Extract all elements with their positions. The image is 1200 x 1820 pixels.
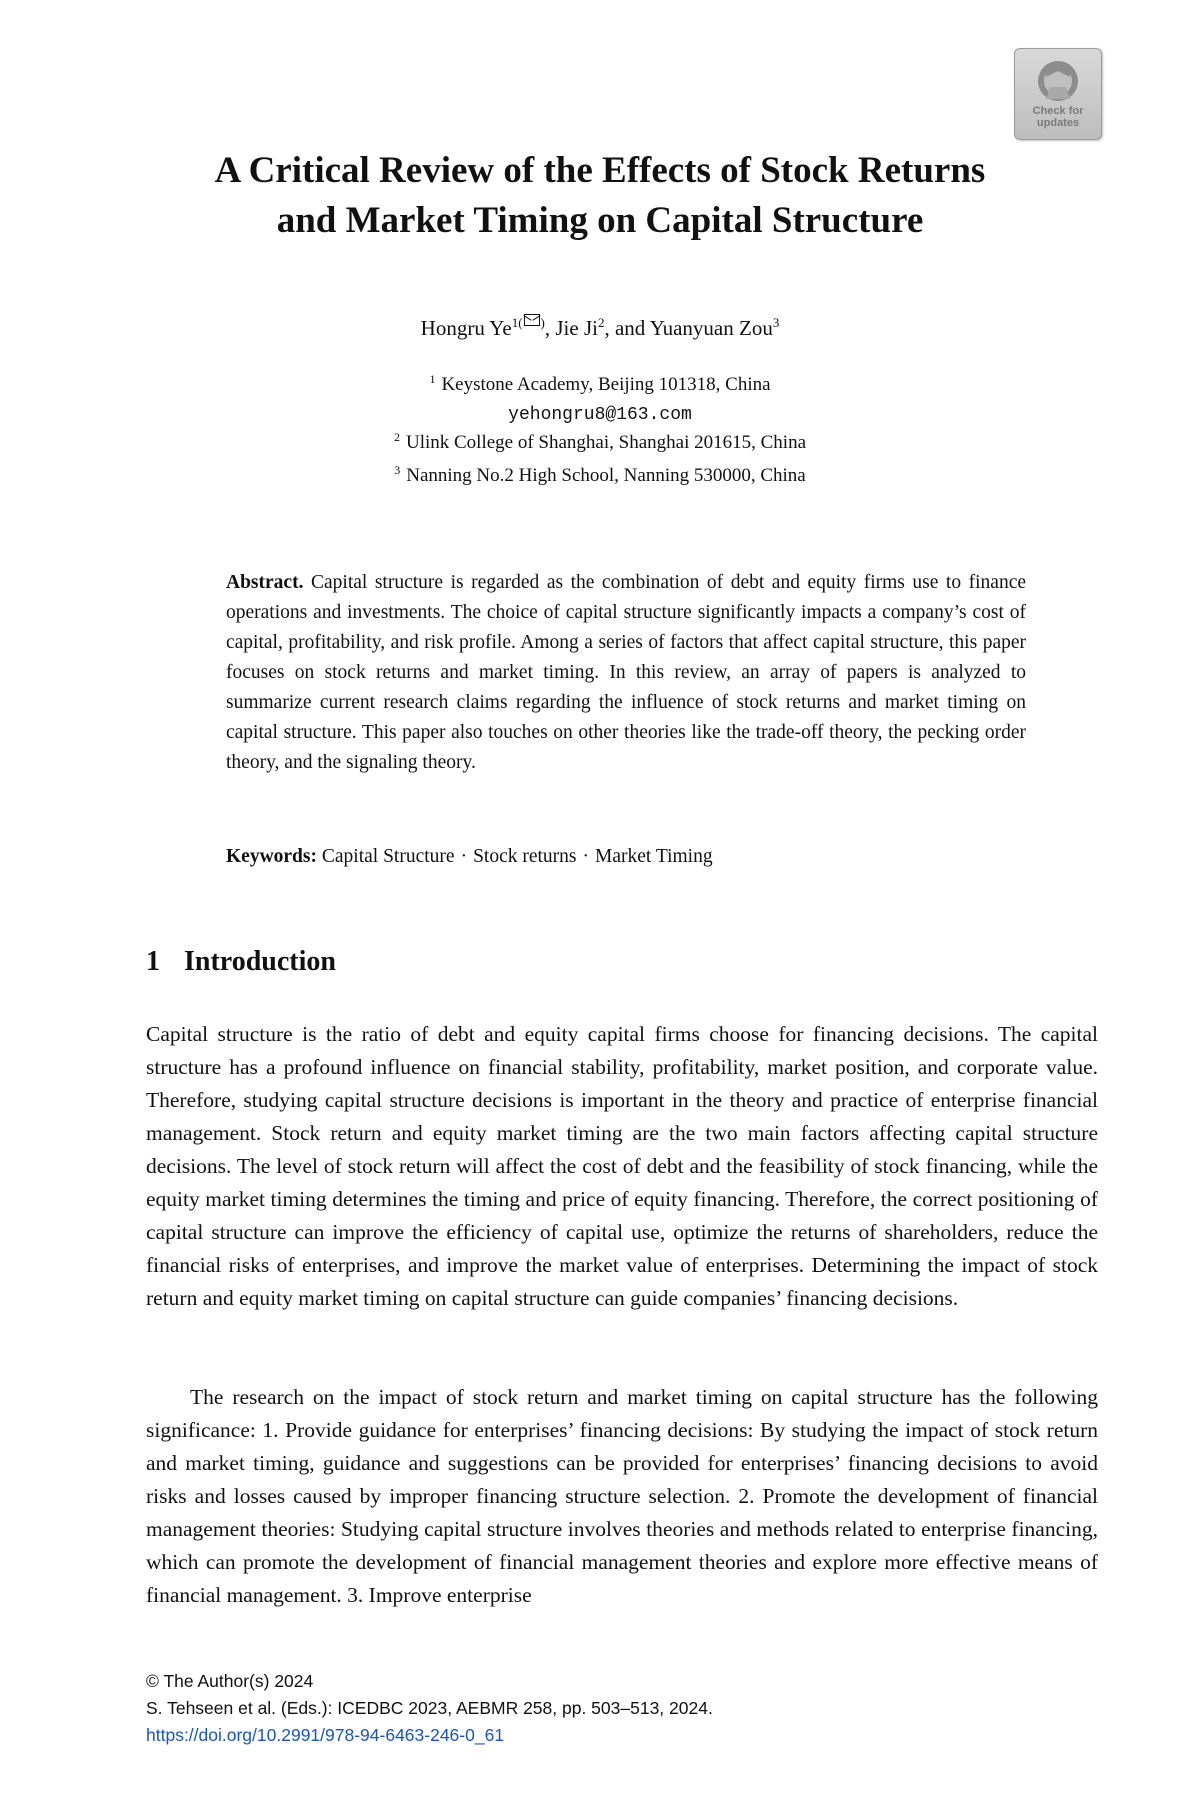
abstract-text: Capital structure is regarded as the combination of debt and equity firms use to finance operations and investments. The choice of capital structure significantly impacts a company’s cost of capital, profitability, and risk profile. Among a series of factors that affect capital structure, this paper focuses on stock returns and market timing. In this review, an array of papers is analyzed to summarize current research claims regarding the influence of stock returns and market timing on capital structure. This paper also touches on other theories like the trade-off theory, the pecking order theory, and the signaling theory. — [226, 572, 1026, 773]
email-link[interactable]: yehongru8@163.com — [508, 405, 692, 425]
check-for-updates-label: Check for updates — [1032, 105, 1084, 129]
section-heading — [146, 944, 336, 980]
doi-link[interactable]: https://doi.org/10.2991/978-94-6463-246-0_61 — [146, 1725, 505, 1745]
paper-title — [150, 146, 1050, 246]
keywords-label: Keywords: — [226, 846, 317, 867]
author-email — [150, 401, 1050, 428]
affiliation-1: $^1$ Keystone Academy, Beijing 101318, China — [429, 372, 771, 395]
check-for-updates-badge[interactable] — [1014, 48, 1102, 140]
footer — [146, 1668, 1098, 1749]
author-name: Hongru Ye — [420, 316, 512, 340]
copyright-notice: © The Author(s) 2024 — [146, 1671, 314, 1691]
author-list: Hongru $Ye^{1( )}$, Jie Ji$^2$, and Yuanyuan Zou$^3$ — [420, 315, 780, 340]
envelope-icon — [524, 314, 540, 326]
keywords: Keywords: Capital Structure · Stock returns · Market Timing — [226, 846, 713, 867]
author-affiliation-mark: 2 — [597, 315, 605, 330]
section-title: Introduction — [184, 946, 336, 977]
affiliation-2: $^2$ Ulink College of Shanghai, Shanghai 201615, China — [393, 430, 806, 453]
citation: S. Tehseen et al. (Eds.): ICEDBC 2023, AEBMR 258, pp. 503–513, 2024. — [146, 1698, 713, 1718]
keyword: Stock returns — [473, 846, 577, 867]
abstract — [226, 568, 1026, 778]
title-line-2: and Market Timing on Capital Structure — [276, 200, 924, 241]
title-line-1: A Critical Review of the Effects of Stock Returns — [214, 150, 986, 191]
abstract-label: Abstract. — [226, 572, 304, 593]
author-name: Yuanyuan Zou — [649, 316, 773, 340]
keyword: Market Timing — [595, 846, 713, 867]
affiliation-3: $^3$ Nanning No.2 High School, Nanning 530000, China — [394, 463, 806, 486]
author-affiliation-mark: 1( ) — [511, 315, 545, 330]
paragraph: The research on the impact of stock return and market timing on capital structure has the following significance: 1. Provide guidance for enterprises’ financing decisions: By studying the impact of stock return and market timing, guidance and suggestions can be provided for enterprises’ financing decisions to avoid risks and losses caused by improper financing structure selection. 2. Promote the development of financial management theories: Studying capital structure involves theories and methods related to enterprise financing, which can promote the development of financial management theories and explore more effective means of financial management. 3. Improve enterprise — [146, 1385, 1098, 1607]
author-affiliation-mark: 3 — [772, 315, 780, 330]
author-name: Jie Ji — [555, 316, 598, 340]
check-for-updates-icon — [1032, 57, 1084, 105]
keyword: Capital Structure — [321, 846, 455, 867]
paragraph: Capital structure is the ratio of debt and equity capital firms choose for financing decisions. The capital structure has a profound influence on financial stability, profitability, market position, and corporate value. Therefore, studying capital structure decisions is important in the theory and practice of enterprise financial management. Stock return and equity market timing are the two main factors affecting capital structure decisions. The level of stock return will affect the cost of debt and the feasibility of stock financing, while the equity market timing determines the timing and price of equity financing. Therefore, the correct positioning of capital structure can improve the efficiency of capital use, optimize the returns of shareholders, reduce the financial risks of enterprises, and improve the market value of enterprises. Determining the impact of stock return and equity market timing on capital structure can guide companies’ financing decisions. — [146, 1022, 1098, 1310]
section-number: 1 — [146, 946, 160, 977]
